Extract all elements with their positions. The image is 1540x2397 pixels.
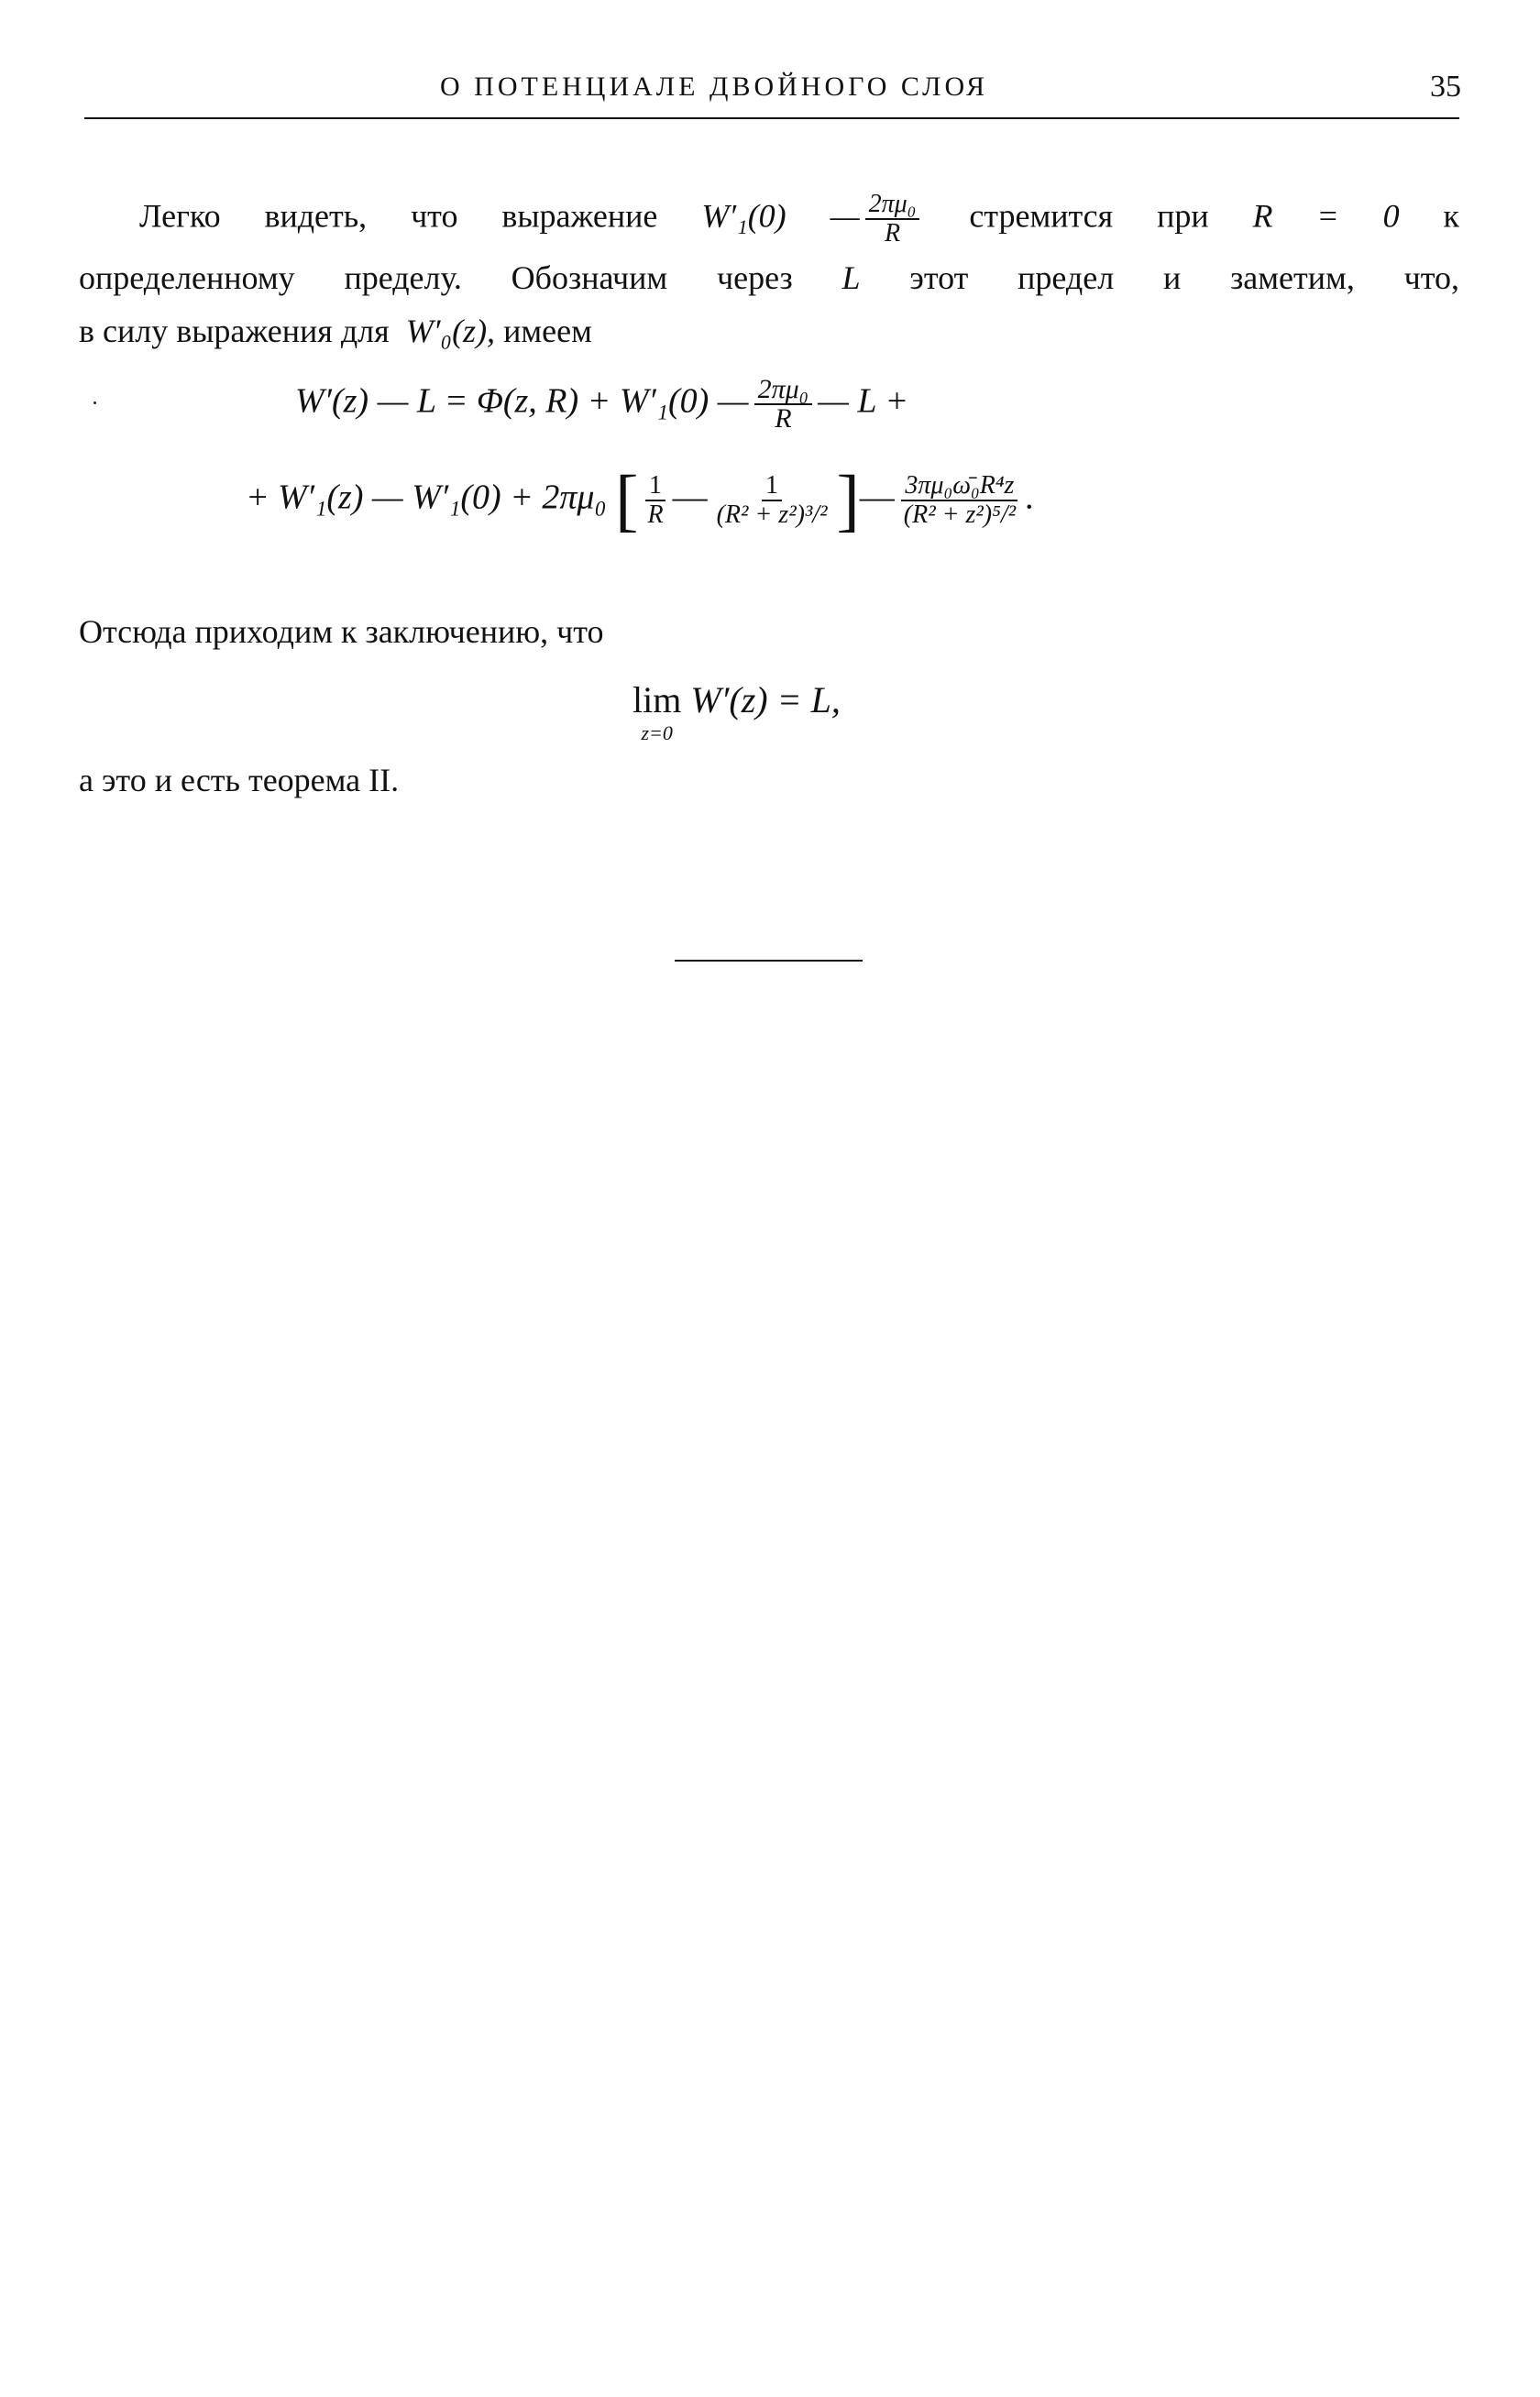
equation-line-1 (295, 376, 908, 433)
fraction-numerator: 2πμ₀ (754, 376, 813, 405)
paragraph-line-1 (139, 191, 1459, 247)
limit-operator (632, 678, 681, 743)
fraction (900, 472, 1019, 529)
text-span: имеем (503, 313, 592, 349)
paragraph-line-3 (79, 312, 592, 350)
text-span: этот предел и заметим, что, (909, 259, 1459, 296)
fraction-numerator: 3πμ₀ω̄₀R⁴z (901, 472, 1018, 501)
equation-lhs: W′(z) — L = Φ(z, R) + W′₁(0) — (295, 381, 749, 421)
fraction-denominator: (R² + z²)³/² (716, 500, 828, 529)
page-header-title: О ПОТЕНЦИАЛЕ ДВОЙНОГО СЛОЯ (440, 71, 989, 102)
fraction-denominator: R (647, 500, 664, 529)
equation-line-2 (246, 462, 1034, 539)
header-rule (84, 117, 1459, 119)
math-term: W′₀(z), (405, 313, 496, 349)
fraction-numerator: 2πμ₀ (865, 191, 920, 220)
fraction (644, 472, 666, 529)
equation-part: + W′₁(z) — W′₁(0) + 2πμ₀ (246, 478, 607, 517)
math-term: R = 0 (1252, 197, 1400, 235)
end-rule (675, 960, 863, 962)
limit-expression: W′(z) = L, (690, 679, 841, 720)
fraction-denominator: R (884, 219, 901, 247)
operator: — (859, 478, 895, 517)
paragraph-line-2 (79, 258, 1459, 297)
fraction-numerator: 1 (762, 472, 782, 501)
fraction (865, 191, 920, 247)
equation-tail: — L + (818, 381, 909, 421)
text-span: в силу выражения для (79, 313, 390, 349)
lim-text: lim (632, 679, 682, 720)
fraction-denominator: (R² + z²)⁵/² (903, 500, 1017, 529)
fraction-denominator: R (775, 403, 792, 434)
limit-equation (632, 678, 841, 743)
text-span: к (1443, 197, 1460, 235)
lim-subscript: z=0 (641, 721, 673, 744)
text-span: стремится при (969, 197, 1209, 235)
operator: — (672, 478, 708, 517)
paragraph-2: Отсюда приходим к заключению, что (79, 613, 604, 650)
period: . (1025, 478, 1034, 517)
left-bracket: [ (615, 462, 639, 539)
fraction-numerator: 1 (645, 472, 666, 501)
text-span: Легко видеть, что выражение (139, 197, 658, 235)
right-bracket: ] (836, 462, 860, 539)
paragraph-3: а это и есть теорема II. (79, 762, 400, 798)
print-speck (94, 401, 96, 404)
page-number: 35 (1430, 70, 1461, 104)
text-span: определенному пределу. Обозначим через (79, 259, 793, 296)
fraction (713, 472, 831, 529)
math-term: W′₁(0) — (701, 197, 860, 235)
math-term: L (842, 259, 861, 296)
fraction (754, 376, 813, 433)
